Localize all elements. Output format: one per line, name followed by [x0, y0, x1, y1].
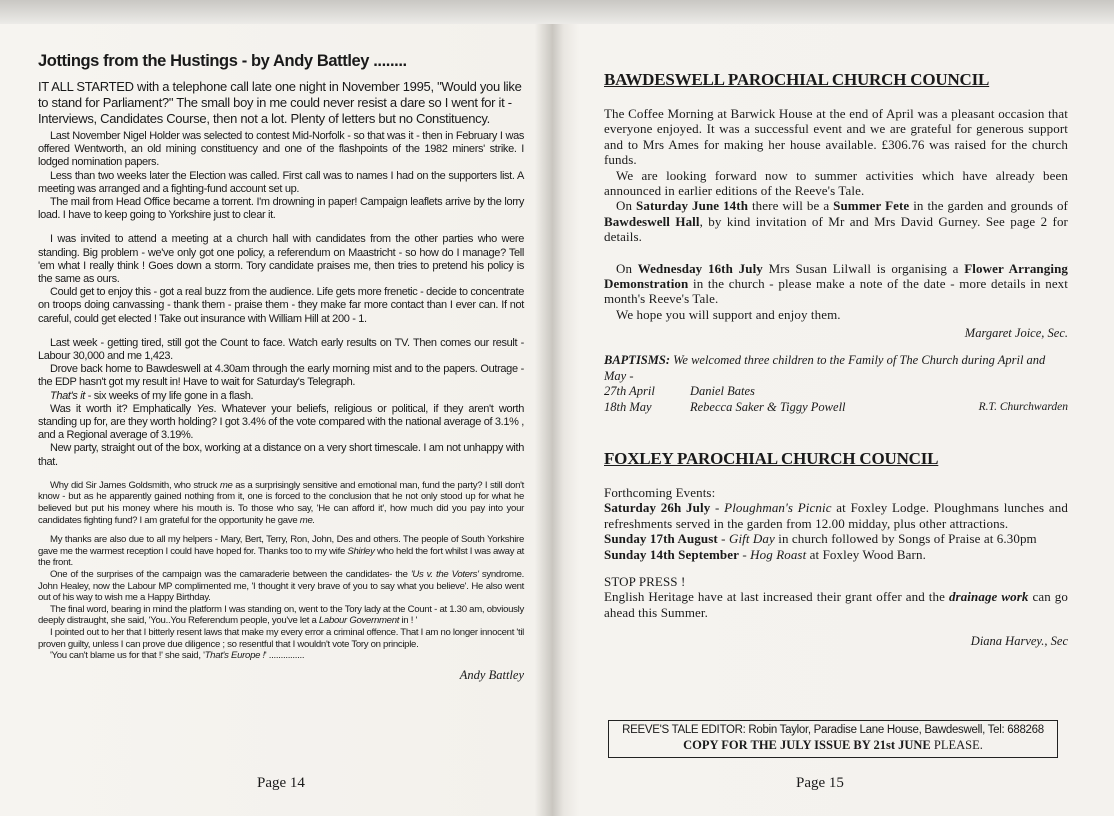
paragraph	[604, 261, 1068, 307]
text: PLEASE.	[930, 738, 983, 752]
text: One of the surprises of the campaign was the camaraderie between the candidates- the	[50, 569, 411, 581]
paragraph: The mail from Head Office became a torrent. I'm drowning in paper! Campaign leaflets arrive by the lorry load. I have to keep going to Yorkshire just to clear it.	[38, 196, 524, 222]
event-item	[604, 500, 1068, 531]
paragraph	[38, 650, 524, 662]
emphasis: 'Us v. the Voters'	[410, 569, 479, 581]
paragraph	[604, 589, 1068, 620]
event-date: Saturday June 14th	[636, 198, 749, 214]
page-number: Page 14	[257, 775, 305, 791]
text: can go ahead this Summer.	[604, 589, 1068, 620]
paragraph: The Coffee Morning at Barwick House at the end of April was a pleasant occasion that everyone enjoyed. It was a successful event and we are grateful for generous support and to Mrs Ames for making her house available. £306.76 was raised for the church funds.	[604, 106, 1068, 168]
event-date: Saturday 26h July	[604, 500, 711, 516]
baptism-date: 18th May	[604, 399, 652, 414]
baptisms-label: BAPTISMS:	[604, 353, 670, 368]
page-14	[38, 38, 524, 683]
paragraph: I was invited to attend a meeting at a church hall with candidates from the other parties who were standing. Big problem - we've only got one policy, a referendum on Maastricht - so how do I manage? Tell 'em what I really think ! Goes down a storm. Tory candidate praises me, then tries to pretend his policy is the same as ours.	[38, 233, 524, 286]
paragraph	[38, 569, 524, 604]
paragraph	[38, 534, 524, 569]
paragraph: Could get to enjoy this - got a real buzz from the audience. Life gets more frenetic - decide to concentrate on troops doing canvassing - thank them - praise them - they make far more contact than I ever can. If not careful, could get elected ! Take out insurance with William Hill at 200 - 1.	[38, 286, 524, 325]
emphasis: Yes	[196, 402, 214, 415]
paragraph	[38, 390, 524, 403]
text: -	[710, 500, 725, 516]
text: in the garden and grounds of	[909, 198, 1068, 214]
text: 'You can't blame us for that !' she said, '	[50, 650, 205, 662]
paragraph: We are looking forward now to summer activities which have already been announced in earlier editions of the Reeve's Tale.	[604, 167, 1068, 199]
page-number: Page 15	[796, 775, 844, 791]
emphasis: Labour Government	[318, 615, 400, 627]
event-name: Ploughman's Picnic	[724, 500, 832, 516]
paragraph	[38, 480, 524, 526]
text: -	[717, 531, 729, 547]
paragraph	[604, 198, 1068, 244]
text: in ! '	[399, 615, 417, 627]
copy-deadline	[613, 738, 1053, 753]
paragraph: Last week - getting tired, still got the Count to face. Watch early results on TV. Then comes our result - Labour 30,000 and me 1,423.	[38, 336, 524, 363]
text: Was it worth it? Emphatically	[50, 402, 197, 415]
paragraph: Forthcoming Events:	[604, 484, 716, 500]
paragraph	[38, 403, 524, 443]
text: in church followed by Songs of Praise at 6.30pm	[774, 531, 1037, 547]
event-date: Sunday 17th August	[604, 531, 718, 547]
paragraph: I pointed out to her that I bitterly resent laws that make my every error a criminal offence. That I am no longer innocent 'til proven guilty, unless I can prove due diligence ; so resentful that I wouldn't vote Tory on principle.	[38, 627, 524, 650]
baptisms-notice	[604, 353, 1068, 384]
emphasis: Shirley	[347, 545, 375, 557]
paragraph: New party, straight out of the box, working at a distance on a very short timescale. I am not unhappy with that.	[38, 442, 524, 468]
baptism-names: Daniel Bates	[690, 384, 755, 399]
author-signature: Andy Battley	[459, 667, 524, 682]
paragraph: Less than two weeks later the Election was called. First call was to names I had on the supporters list. A meeting was arranged and a fighting-fund account set up.	[38, 169, 524, 195]
emphasis: That's Europe !	[204, 650, 265, 662]
baptism-row	[604, 400, 1068, 415]
paragraph	[38, 604, 524, 627]
event-item	[604, 531, 1068, 546]
text: as a surprisingly sensitive and emotional man, fund the party? I still don't know - but as he apparently gained nothing from it, one is forced to the conclusion that he not only stood up for what he believed but put his money where his mouth is. To those who say, 'He can afford it', how much did you pay into your candidates fighting fund? I am grateful for the opportunity he gave	[38, 479, 525, 526]
event-name: Hog Roast	[750, 546, 807, 562]
article-title: Jottings from the Hustings - by Andy Battley ........	[38, 52, 407, 70]
text: syndrome. John Healey, now the Labour MP complimented me, 'I thought it very brave of you to say what you believe'. He also went out of his way to wish me a Happy Birthday.	[38, 569, 524, 604]
baptism-names: Rebecca Saker & Tiggy Powell	[690, 399, 846, 414]
baptism-warden: R.T. Churchwarden	[978, 400, 1068, 413]
editor-contact: REEVE'S TALE EDITOR: Robin Taylor, Paradise Lane House, Bawdeswell, Tel: 688268	[622, 724, 1044, 736]
text: , by kind invitation of Mr and Mrs David Gurney. See page 2 for details.	[604, 213, 1068, 245]
text: My thanks are also due to all my helpers - Mary, Bert, Terry, Ron, John, Des and others. The people of South Yorkshire gave me the warmest reception I could have hoped for. Thanks too to my wife	[38, 534, 524, 557]
text: On	[616, 198, 637, 214]
emphasis: That's it	[50, 389, 86, 402]
paragraph: Last November Nigel Holder was selected to contest Mid-Norfolk - so that was it - then in February I was offered Wentworth, an old mining constituency and one of the flashpoints of the 1982 miners' strike. I lodged nomination papers.	[38, 130, 524, 169]
baptism-date: 27th April	[604, 384, 655, 399]
emphasis: me.	[299, 514, 315, 526]
emphasis: drainage work	[948, 589, 1029, 605]
text: The final word, bearing in mind the platform I was standing on, went to the Tory lady at the Count - at 1.30 am, obviously deeply distraught, she said, 'You..You Referendum people, you've let a	[38, 603, 524, 627]
text: Mrs Susan Lilwall is organising a	[762, 260, 965, 276]
section-signature: Margaret Joice, Sec.	[964, 326, 1068, 341]
text: - six weeks of my life gone in a flash.	[85, 389, 254, 402]
paragraph: We hope you will support and enjoy them.	[616, 306, 841, 322]
text: -	[739, 546, 751, 562]
event-date: Sunday 14th September	[604, 546, 740, 562]
paragraph: Drove back home to Bawdeswell at 4.30am through the early morning mist and to the papers. Outrage - the EDP hasn't got my result in! Have to wait for Saturday's Telegraph.	[38, 363, 524, 389]
text: there will be a	[748, 198, 834, 214]
page-15	[604, 38, 1068, 649]
text: at Foxley Lodge. Ploughmans lunches and refreshments served in the garden from 12.00 midday, plus other attractions.	[604, 500, 1068, 531]
text: who held the fort whilst I was away at the front.	[38, 545, 524, 569]
text: at Foxley Wood Barn.	[806, 546, 926, 562]
text: English Heritage have at last increased their grant offer and the	[604, 589, 949, 605]
editor-notice-box	[608, 720, 1058, 758]
event-name: Gift Day	[728, 531, 775, 547]
section-signature: Diana Harvey., Sec	[970, 634, 1068, 649]
text: On	[616, 260, 638, 276]
article-lead: IT ALL STARTED with a telephone call late one night in November 1995, "Would you like to stand for Parliament?" The small boy in me could never resist a dare so I went for it - Interviews, Candidates Course, then not a lot. Plenty of letters but no Constituency.	[38, 79, 522, 126]
text: in the church - please make a note of the date - more details in next month's Reeve's Tale.	[604, 276, 1068, 307]
event-place: Bawdeswell Hall	[604, 213, 700, 229]
stop-press-label: STOP PRESS !	[604, 573, 686, 589]
scan-edge	[0, 0, 1114, 24]
emphasis: me	[219, 479, 233, 491]
event-date: Wednesday 16th July	[637, 260, 763, 276]
text: ' ...............	[264, 650, 305, 662]
text: Why did Sir James Goldsmith, who struck	[50, 479, 220, 491]
section-heading: FOXLEY PAROCHIAL CHURCH COUNCIL	[604, 448, 939, 468]
text: . Whatever your beliefs, religious or political, if they aren't worth standing up for, are they worth holding? I got 3.4% of the vote compared with the national average of 3.1% , and a Regional average of 3.19%.	[38, 402, 524, 442]
baptism-row	[604, 384, 1068, 399]
deadline: COPY FOR THE JULY ISSUE BY 21st JUNE	[683, 738, 931, 752]
event-name: Summer Fete	[833, 198, 910, 214]
event-name: Flower Arranging Demonstration	[604, 260, 1068, 292]
event-item	[604, 547, 1068, 562]
text: We welcomed three children to the Family of The Church during April and May -	[604, 353, 1046, 383]
section-heading: BAWDESWELL PAROCHIAL CHURCH COUNCIL	[604, 70, 990, 89]
